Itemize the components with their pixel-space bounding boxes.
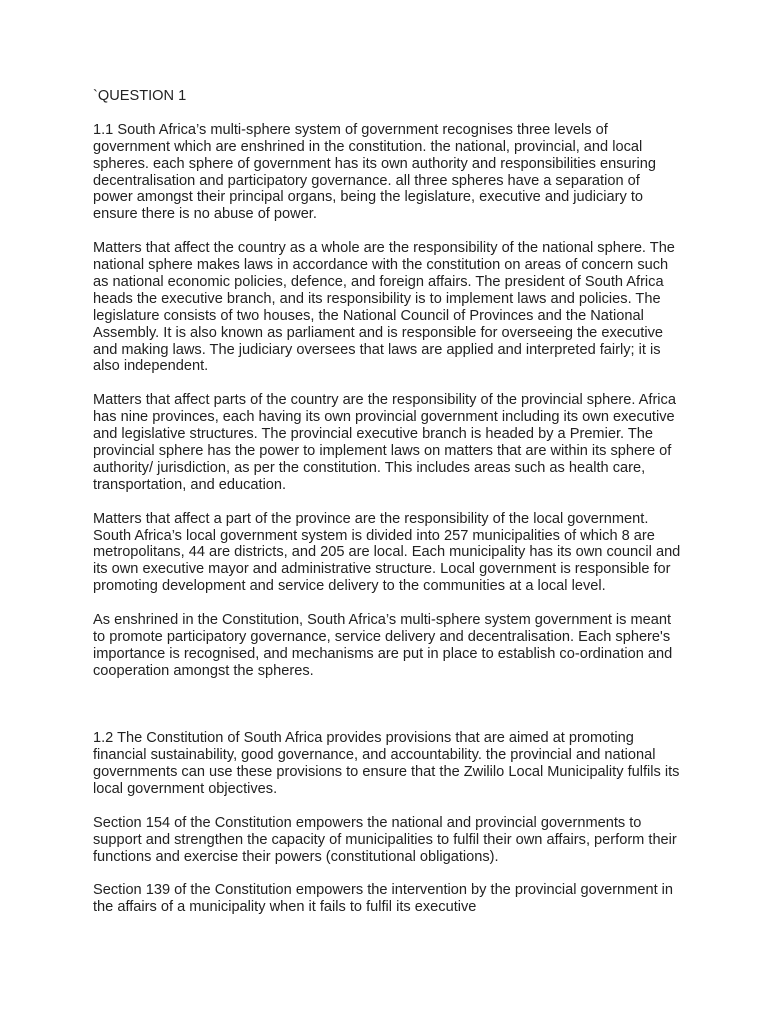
paragraph-local-sphere: Matters that affect a part of the province are the responsibility of the local government. South Africa’s local government system is divided into 257 municipalities of which 8 are metropolitans, 44 are districts, and 205 are local. Each municipality has its own council and its own executive mayor and administrative structure. Local government is responsible for promoting development and service delivery to the communities at a local level. — [93, 510, 681, 595]
paragraph-1-2-intro: 1.2 The Constitution of South Africa provides provisions that are aimed at promoting financial sustainability, good governance, and accountability. the provincial and national governments can use these provisions to ensure that the Zwililo Local Municipality fulfils its local government objectives. — [93, 730, 680, 798]
document-page — [93, 88, 683, 933]
paragraph-section-139: Section 139 of the Constitution empowers the intervention by the provincial government in the affairs of a municipality when it fails to fulfil its executive — [93, 882, 674, 916]
question-heading: `QUESTION 1 — [93, 88, 187, 104]
paragraph-section-154: Section 154 of the Constitution empowers the national and provincial governments to support and strengthen the capacity of municipalities to fulfil their own affairs, perform their functions and exercise their powers (constitutional obligations). — [93, 814, 677, 865]
paragraph-conclusion: As enshrined in the Constitution, South Africa’s multi-sphere system government is meant to promote participatory governance, service delivery and decentralisation. Each sphere's importance is recognised, and mechanisms are put in place to establish co-ordination and cooperation amongst the spheres. — [93, 612, 673, 679]
paragraph-provincial-sphere: Matters that affect parts of the country are the responsibility of the provincial sphere. Africa has nine provinces, each having its own provincial government including its own executive and legislative structures. The provincial executive branch is headed by a Premier. The provincial sphere has the power to implement laws on matters that are within its sphere of authority/ jurisdiction, as per the constitution. This includes areas such as health care, transportation, and education. — [93, 392, 676, 493]
paragraph-1-1-intro: 1.1 South Africa’s multi-sphere system of government recognises three levels of government which are enshrined in the constitution. the national, provincial, and local spheres. each sphere of government has its own authority and responsibilities ensuring decentralisation and participatory governance. all three spheres have a separation of power amongst their principal organs, being the legislature, executive and judiciary to ensure there is no abuse of power. — [93, 121, 656, 223]
paragraph-national-sphere: Matters that affect the country as a whole are the responsibility of the national sphere. The national sphere makes laws in accordance with the constitution on areas of concern such as national economic policies, defence, and foreign affairs. The president of South Africa heads the executive branch, and its responsibility is to implement laws and policies. The legislature consists of two houses, the National Council of Provinces and the National Assembly. It is also known as parliament and is responsible for overseeing the executive and making laws. The judiciary oversees that laws are applied and interpreted fairly; it is also independent. — [93, 240, 675, 375]
section-spacer — [93, 697, 683, 731]
